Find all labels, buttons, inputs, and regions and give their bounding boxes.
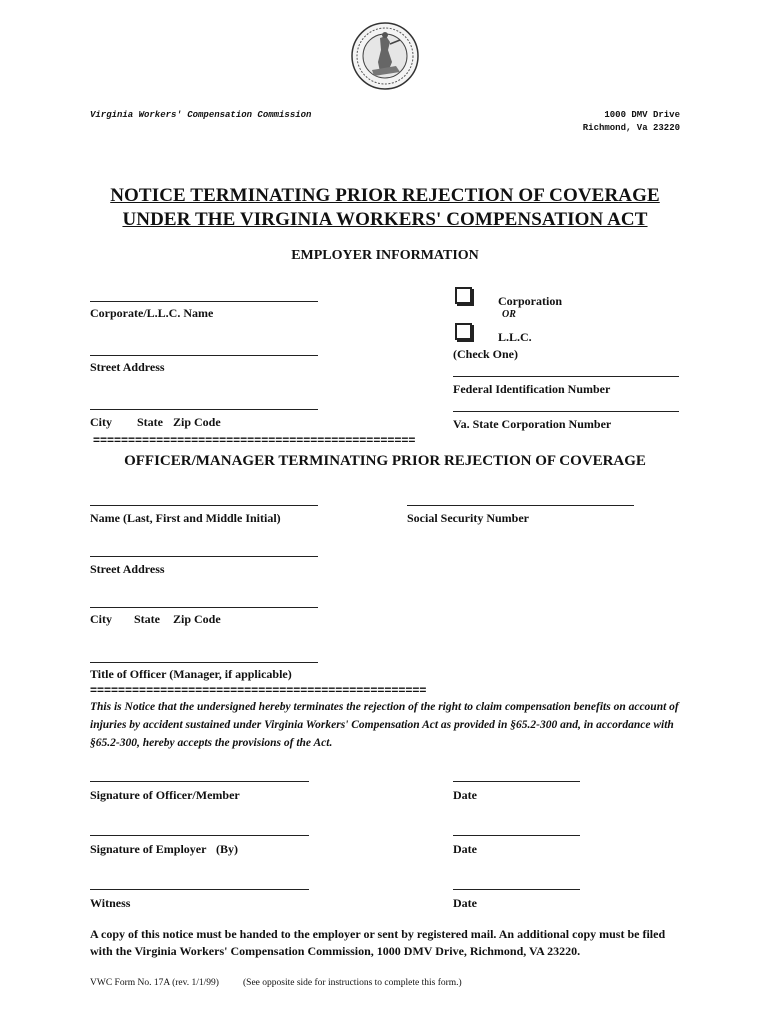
fein-field[interactable] xyxy=(453,376,679,377)
officer-street-field[interactable] xyxy=(90,556,318,557)
employer-state-label: State xyxy=(137,415,163,429)
notice-text: This is Notice that the undersigned hereby terminates the rejection of the right to claim compensation benefits on account of injuries by accident sustained under Virginia Workers' Compensation Act as provided in §65.2-300 and, in accordance with §65.2-300, hereby accepts the provisions of the Act. xyxy=(90,701,679,749)
employer-street-label: Street Address xyxy=(90,360,165,374)
employer-heading: EMPLOYER INFORMATION xyxy=(291,248,479,263)
officer-signature-field[interactable] xyxy=(90,781,309,782)
employer-date-field[interactable] xyxy=(453,835,580,836)
officer-date-field[interactable] xyxy=(453,781,580,782)
witness-label: Witness xyxy=(90,896,131,910)
corp-name-field[interactable] xyxy=(90,301,318,302)
officer-separator: ================================================ xyxy=(90,683,427,697)
scc-field[interactable] xyxy=(453,411,679,412)
form-title-line-1: NOTICE TERMINATING PRIOR REJECTION OF COVERAGE xyxy=(110,185,660,206)
employer-by-label: (By) xyxy=(216,842,238,856)
officer-city-state-zip-field[interactable] xyxy=(90,607,318,608)
form-title-line-2: UNDER THE VIRGINIA WORKERS' COMPENSATION ACT xyxy=(122,209,648,230)
officer-heading: OFFICER/MANAGER TERMINATING PRIOR REJECTION OF COVERAGE xyxy=(124,453,646,469)
employer-street-field[interactable] xyxy=(90,355,318,356)
ssn-field[interactable] xyxy=(407,505,634,506)
employer-zip-label: Zip Code xyxy=(173,415,221,429)
witness-signature-field[interactable] xyxy=(90,889,309,890)
officer-city-label: City xyxy=(90,612,112,626)
officer-date-label: Date xyxy=(453,788,477,802)
officer-name-field[interactable] xyxy=(90,505,318,506)
employer-signature-label: Signature of Employer xyxy=(90,842,207,856)
scc-label: Va. State Corporation Number xyxy=(453,417,612,431)
corporation-label: Corporation xyxy=(498,294,562,308)
commission-name: Virginia Workers' Compensation Commission xyxy=(90,110,312,120)
witness-date-label: Date xyxy=(453,896,477,910)
employer-separator: ============================================== xyxy=(93,433,416,447)
llc-label: L.L.C. xyxy=(498,330,532,344)
officer-name-label: Name (Last, First and Middle Initial) xyxy=(90,511,281,525)
address-line-2: Richmond, Va 23220 xyxy=(582,123,680,133)
fein-label: Federal Identification Number xyxy=(453,382,611,396)
instructions-note: (See opposite side for instructions to complete this form.) xyxy=(243,978,462,988)
address-line-1: 1000 DMV Drive xyxy=(604,110,680,120)
llc-checkbox[interactable] xyxy=(455,323,472,340)
form-number: VWC Form No. 17A (rev. 1/1/99) xyxy=(90,978,219,988)
state-seal xyxy=(350,20,420,92)
officer-street-label: Street Address xyxy=(90,562,165,576)
corp-name-label: Corporate/L.L.C. Name xyxy=(90,306,214,320)
officer-signature-label: Signature of Officer/Member xyxy=(90,788,240,802)
officer-zip-label: Zip Code xyxy=(173,612,221,626)
ssn-label: Social Security Number xyxy=(407,511,529,525)
employer-date-label: Date xyxy=(453,842,477,856)
or-label: OR xyxy=(502,309,516,320)
officer-title-label: Title of Officer (Manager, if applicable) xyxy=(90,667,292,681)
check-one-label: (Check One) xyxy=(453,347,518,361)
employer-city-state-zip-field[interactable] xyxy=(90,409,318,410)
officer-state-label: State xyxy=(134,612,160,626)
corporation-checkbox[interactable] xyxy=(455,287,472,304)
officer-title-field[interactable] xyxy=(90,662,318,663)
witness-date-field[interactable] xyxy=(453,889,580,890)
employer-city-label: City xyxy=(90,415,112,429)
employer-signature-field[interactable] xyxy=(90,835,309,836)
copy-notice: A copy of this notice must be handed to the employer or sent by registered mail. An additional copy must be filed with the Virginia Workers' Compensation Commission, 1000 DMV Drive, Richmond, VA 23220. xyxy=(90,927,666,958)
